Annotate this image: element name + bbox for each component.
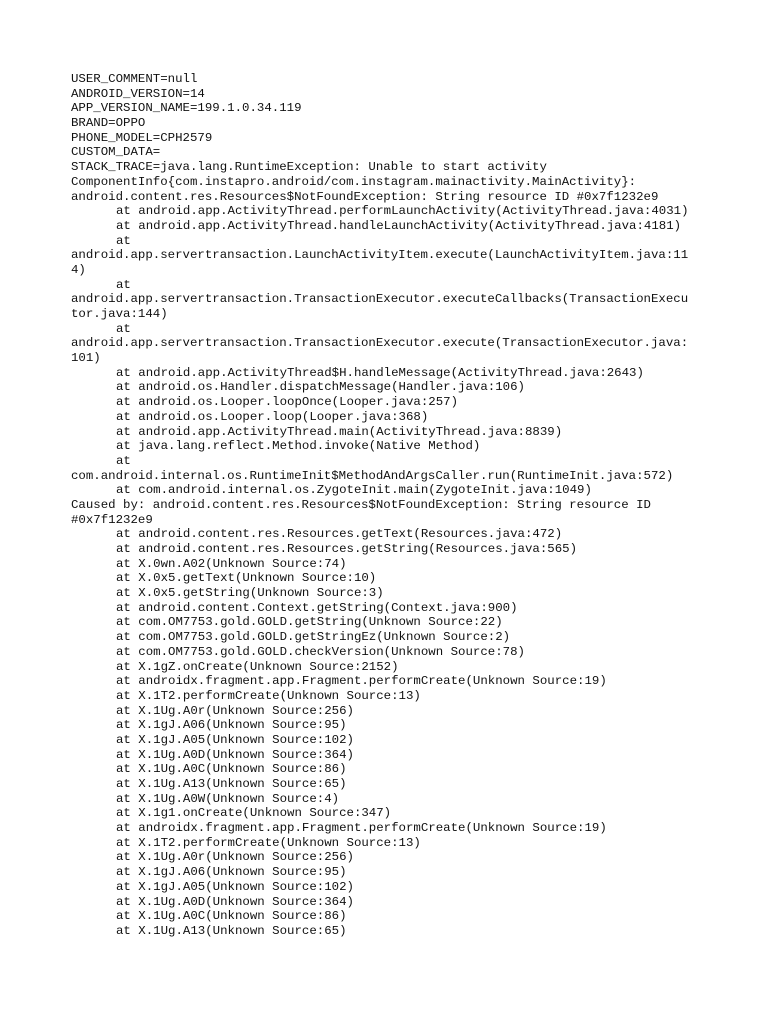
stack-frame-line: at X.1Ug.A0r(Unknown Source:256) bbox=[116, 850, 354, 865]
stack-frame-line: at X.1Ug.A0W(Unknown Source:4) bbox=[116, 791, 340, 806]
stack-frame-line: at X.1gJ.A06(Unknown Source:95) bbox=[116, 865, 347, 880]
stack-frame-line: at android.os.Looper.loopOnce(Looper.java:257) bbox=[116, 395, 459, 410]
stack-frame-line: at android.app.ActivityThread.performLaunchActivity(ActivityThread.java:4031) bbox=[116, 204, 689, 219]
report-line: 4) bbox=[71, 262, 86, 277]
stack-frame-line: at com.OM7753.gold.GOLD.getStringEz(Unknown Source:2) bbox=[116, 630, 511, 645]
stack-frame-line: at androidx.fragment.app.Fragment.performCreate(Unknown Source:19) bbox=[116, 821, 607, 836]
stack-frame-line: at X.0wn.A02(Unknown Source:74) bbox=[116, 556, 347, 571]
stack-frame-line: at X.0x5.getText(Unknown Source:10) bbox=[116, 571, 377, 586]
stack-frame-line: at android.content.res.Resources.getString(Resources.java:565) bbox=[116, 542, 578, 556]
stack-frame-line: at bbox=[116, 277, 131, 292]
stack-frame-line: at X.1gJ.A05(Unknown Source:102) bbox=[116, 732, 354, 747]
stack-frame-line: at androidx.fragment.app.Fragment.performCreate(Unknown Source:19) bbox=[116, 674, 607, 689]
report-line: PHONE_MODEL=CPH2579 bbox=[71, 130, 213, 145]
report-line: USER_COMMENT=null bbox=[71, 72, 198, 86]
stack-frame-line: at java.lang.reflect.Method.invoke(Native Method) bbox=[116, 439, 481, 454]
stack-frame-line: at X.1gJ.A05(Unknown Source:102) bbox=[116, 879, 354, 894]
report-line: com.android.internal.os.RuntimeInit$MethodAndArgsCaller.run(RuntimeInit.java:572) bbox=[71, 468, 674, 483]
report-line: android.app.servertransaction.LaunchActivityItem.execute(LaunchActivityItem.java:11 bbox=[71, 248, 689, 263]
stack-frame-line: at android.os.Handler.dispatchMessage(Handler.java:106) bbox=[116, 380, 525, 395]
report-line: APP_VERSION_NAME=199.1.0.34.119 bbox=[71, 101, 302, 116]
stack-frame-line: at X.1Ug.A0D(Unknown Source:364) bbox=[116, 894, 354, 909]
stack-frame-line: at X.1Ug.A13(Unknown Source:65) bbox=[116, 923, 347, 938]
report-line: tor.java:144) bbox=[71, 307, 168, 321]
stack-frame-line: at X.1Ug.A0C(Unknown Source:86) bbox=[116, 909, 347, 924]
crash-report-document bbox=[71, 72, 711, 939]
report-line: #0x7f1232e9 bbox=[71, 512, 153, 527]
stack-frame-line: at android.content.Context.getString(Context.java:900) bbox=[116, 600, 518, 615]
stack-frame-line: at X.1gJ.A06(Unknown Source:95) bbox=[116, 718, 347, 733]
report-line: android.app.servertransaction.TransactionExecutor.execute(TransactionExecutor.java: bbox=[71, 336, 689, 351]
stack-frame-line: at com.OM7753.gold.GOLD.getString(Unknown Source:22) bbox=[116, 615, 503, 630]
stack-frame-line: at X.1T2.performCreate(Unknown Source:13) bbox=[116, 835, 421, 850]
report-line: 101) bbox=[71, 351, 101, 366]
stack-frame-line: at android.os.Looper.loop(Looper.java:368) bbox=[116, 409, 429, 424]
stack-frame-line: at X.1Ug.A13(Unknown Source:65) bbox=[116, 777, 347, 791]
stack-frame-line: at android.content.res.Resources.getText(Resources.java:472) bbox=[116, 527, 563, 542]
report-line: Caused by: android.content.res.Resources$NotFoundException: String resource ID bbox=[71, 497, 651, 512]
report-line: STACK_TRACE=java.lang.RuntimeException: Unable to start activity bbox=[71, 160, 547, 175]
stack-frame-line: at X.1Ug.A0D(Unknown Source:364) bbox=[116, 747, 354, 762]
crash-report-body bbox=[71, 72, 711, 939]
report-line: android.content.res.Resources$NotFoundException: String resource ID #0x7f1232e9 bbox=[71, 189, 659, 204]
stack-frame-line: at X.1Ug.A0r(Unknown Source:256) bbox=[116, 703, 354, 718]
stack-frame-line: at bbox=[116, 321, 131, 336]
report-line: BRAND=OPPO bbox=[71, 116, 146, 131]
stack-frame-line: at android.app.ActivityThread.handleLaunchActivity(ActivityThread.java:4181) bbox=[116, 218, 682, 233]
stack-frame-line: at X.1Ug.A0C(Unknown Source:86) bbox=[116, 762, 347, 777]
report-line: android.app.servertransaction.TransactionExecutor.executeCallbacks(TransactionExecu bbox=[71, 292, 689, 307]
stack-frame-line: at com.android.internal.os.ZygoteInit.main(ZygoteInit.java:1049) bbox=[116, 483, 592, 498]
stack-frame-line: at X.1T2.performCreate(Unknown Source:13) bbox=[116, 688, 421, 703]
stack-frame-line: at X.1g1.onCreate(Unknown Source:347) bbox=[116, 806, 392, 821]
stack-frame-line: at X.1gZ.onCreate(Unknown Source:2152) bbox=[116, 659, 399, 674]
stack-frame-line: at bbox=[116, 453, 131, 468]
report-line: ComponentInfo{com.instapro.android/com.instagram.mainactivity.MainActivity}: bbox=[71, 174, 637, 189]
stack-frame-line: at android.app.ActivityThread$H.handleMessage(ActivityThread.java:2643) bbox=[116, 365, 644, 380]
stack-frame-line: at bbox=[116, 233, 131, 248]
stack-frame-line: at android.app.ActivityThread.main(ActivityThread.java:8839) bbox=[116, 424, 563, 439]
report-line: ANDROID_VERSION=14 bbox=[71, 86, 205, 101]
stack-frame-line: at com.OM7753.gold.GOLD.checkVersion(Unknown Source:78) bbox=[116, 644, 525, 659]
stack-frame-line: at X.0x5.getString(Unknown Source:3) bbox=[116, 586, 384, 601]
report-line: CUSTOM_DATA= bbox=[71, 145, 161, 160]
